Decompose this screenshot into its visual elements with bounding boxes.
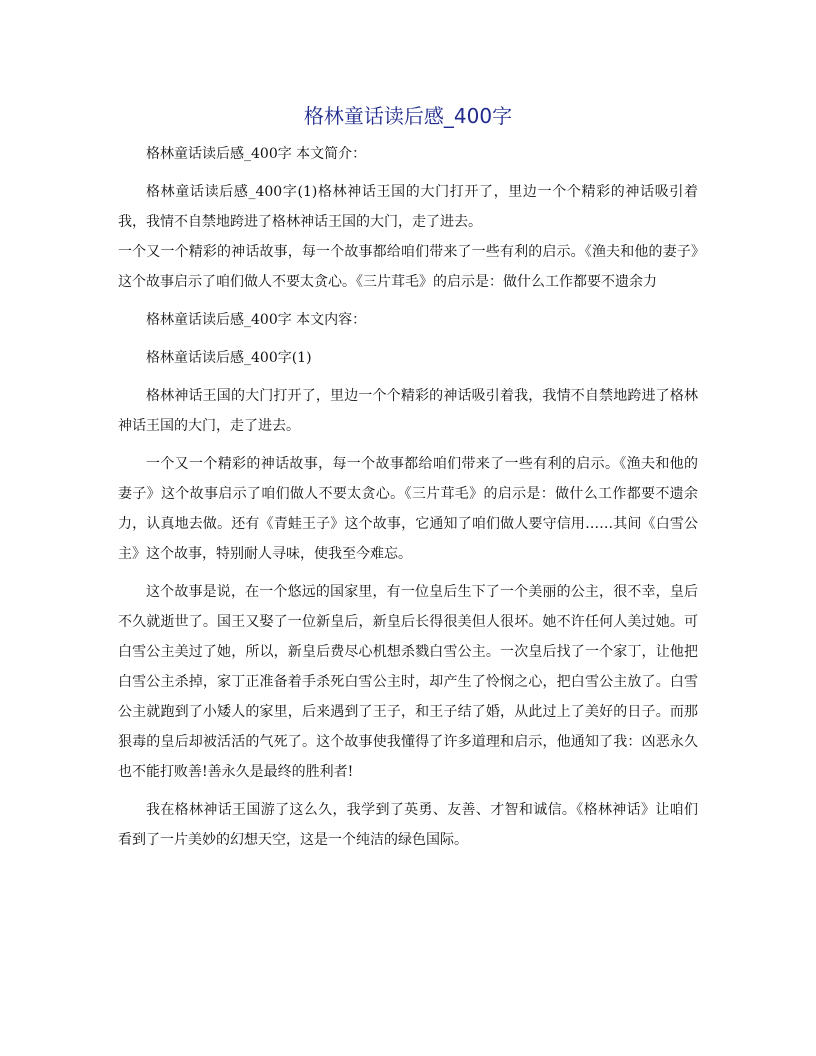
paragraph-intro-continued: 一个又一个精彩的神话故事，每一个故事都给咱们带来了一些有利的启示。《渔夫和他的妻子》这个故事启示了咱们做人不要太贪心。《三片茸毛》的启示是：做什么工作都要不遗余力 <box>118 244 698 290</box>
document-body <box>118 139 698 855</box>
paragraph-section-heading: 格林童话读后感_400字(1) <box>146 350 312 366</box>
paragraph-intro-summary: 格林童话读后感_400字(1)格林神话王国的大门打开了，里边一个个精彩的神话吸引着我，我情不自禁地跨进了格林神话王国的大门，走了进去。 <box>118 184 698 230</box>
paragraph-body-4: 我在格林神话王国游了这么久，我学到了英勇、友善、才智和诚信。《格林神话》让咱们看到了一片美妙的幻想天空，这是一个纯洁的绿色国际。 <box>118 802 698 848</box>
paragraph-body-1: 格林神话王国的大门打开了，里边一个个精彩的神话吸引着我，我情不自禁地跨进了格林神话王国的大门，走了进去。 <box>118 388 698 434</box>
paragraph-body-3: 这个故事是说，在一个悠远的国家里，有一位皇后生下了一个美丽的公主，很不幸，皇后不久就逝世了。国王又娶了一位新皇后，新皇后长得很美但人很坏。她不许任何人美过她。可白雪公主美过了她，所以，新皇后费尽心机想杀戮白雪公主。一次皇后找了一个家丁，让他把白雪公主杀掉，家丁正准备着手杀死白雪公主时，却产生了怜悯之心，把白雪公主放了。白雪公主就跑到了小矮人的家里，后来遇到了王子，和王子结了婚，从此过上了美好的日子。而那狠毒的皇后却被活活的气死了。这个故事使我懂得了许多道理和启示，他通知了我：凶恶永久也不能打败善!善永久是最终的胜利者! <box>118 584 698 780</box>
document-title: 格林童话读后感_400字 <box>303 104 513 128</box>
paragraph-intro-label: 格林童话读后感_400字 本文简介： <box>146 146 367 162</box>
paragraph-body-2: 一个又一个精彩的神话故事，每一个故事都给咱们带来了一些有利的启示。《渔夫和他的妻子》这个故事启示了咱们做人不要太贪心。《三片茸毛》的启示是：做什么工作都要不遗余力，认真地去做。还有《青蛙王子》这个故事，它通知了咱们做人要守信用……其间《白雪公主》这个故事，特别耐人寻味，使我至今难忘。 <box>118 456 698 562</box>
paragraph-content-label: 格林童话读后感_400字 本文内容： <box>146 312 367 328</box>
